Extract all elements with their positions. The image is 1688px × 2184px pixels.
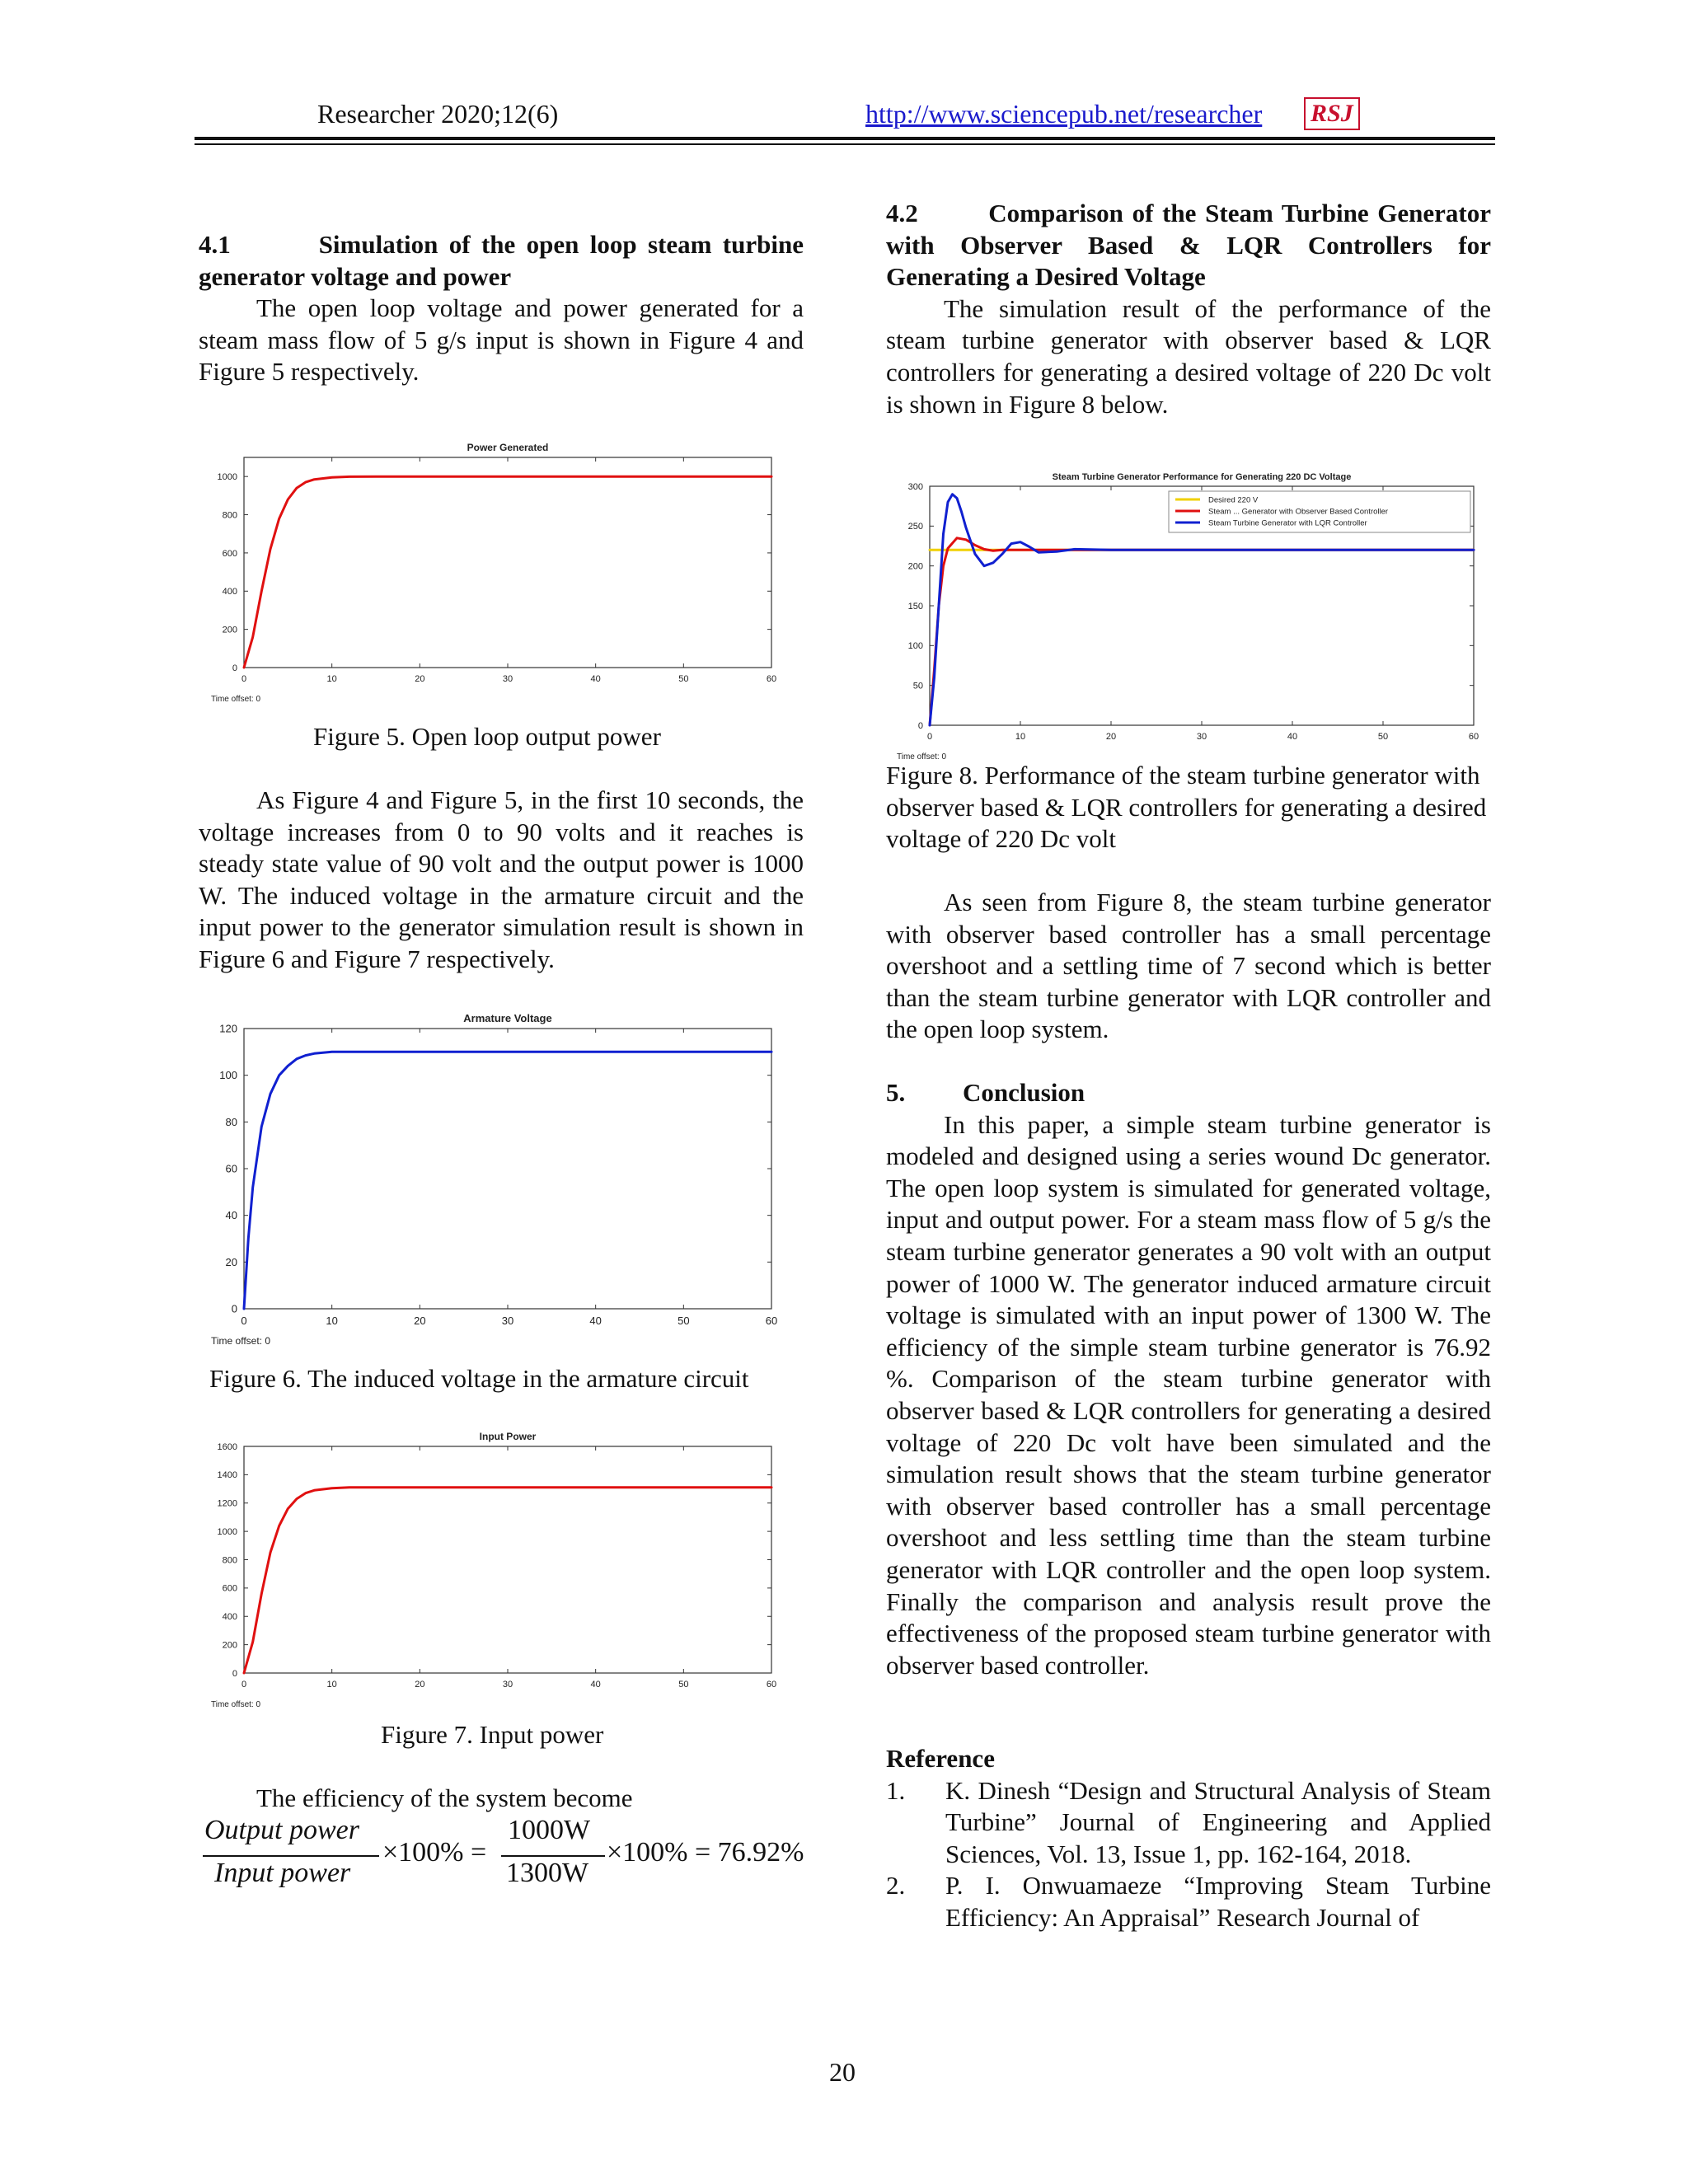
x-tick-label: 50 [678,674,689,684]
plot-area [244,1029,771,1309]
legend-entry: Steam Turbine Generator with LQR Controller [1208,518,1367,528]
header-rule-thin [195,143,1495,145]
x-tick-label: 20 [1105,732,1117,742]
figure-6 [190,1004,791,1358]
figure-8-chart [887,462,1492,762]
y-tick-label: 1200 [217,1498,237,1509]
reference-text: K. Dinesh “Design and Structural Analysis of Steam Turbine” Journal of Engineering and Applied Sciences, Vol. 13, Issue 1, pp. 162-164, 2018. [945,1775,1491,1868]
conclusion-section [886,1077,1491,1681]
y-tick-label: 150 [907,601,923,612]
reference-item [886,1870,1491,1933]
equation-middle: ×100% = [382,1837,487,1868]
y-tick-label: 1000 [217,472,237,483]
reference-text: P. I. Onwuamaeze “Improving Steam Turbine Efficiency: An Appraisal” Research Journal of [945,1871,1491,1932]
x-tick-label: 60 [1468,732,1479,742]
discussion-block [886,887,1491,1046]
figure-8 [887,462,1492,762]
efficiency-text: The efficiency of the system become [256,1783,633,1812]
efficiency-equation [203,1815,829,1897]
x-tick-label: 30 [502,1680,513,1690]
chart-title: Power Generated [467,442,549,453]
chart-title: Armature Voltage [463,1012,552,1024]
y-tick-label: 0 [231,1302,237,1315]
x-tick-label: 0 [241,674,247,684]
y-tick-label: 20 [225,1255,237,1268]
plot-area [244,1446,771,1673]
time-offset-label: Time offset: 0 [211,1700,261,1709]
chart-title: Steam Turbine Generator Performance for Generating 220 DC Voltage [1052,472,1352,482]
y-tick-label: 250 [907,522,923,532]
y-tick-label: 1400 [217,1470,237,1481]
x-tick-label: 10 [326,1315,338,1327]
reference-number: 1. [886,1775,906,1805]
discussion-paragraph: As seen from Figure 8, the steam turbine generator with observer based controller has a small percentage overshoot and a settling time of 7 second which is better than the steam turbine generator with LQR controller and the open loop system. [886,888,1491,1044]
x-tick-label: 50 [678,1680,689,1690]
y-tick-label: 600 [222,1583,237,1594]
equation-result: ×100% = 76.92% [607,1837,804,1868]
x-tick-label: 30 [501,1315,514,1327]
journal-name: Researcher 2020;12(6) [317,99,559,129]
figure-7-chart [190,1426,791,1718]
y-tick-label: 200 [222,1640,237,1651]
fraction-bar-2 [501,1855,605,1857]
x-tick-label: 20 [415,674,425,684]
y-tick-label: 300 [907,481,923,492]
reference-number: 2. [886,1871,906,1900]
y-tick-label: 200 [907,561,923,572]
x-tick-label: 20 [414,1315,426,1327]
equation-denominator-1: Input power [214,1858,351,1888]
figure-8-caption: Figure 8. Performance of the steam turbine generator with observer based & LQR controllers for generating a desired voltage of 220 Dc volt [886,761,1487,854]
y-tick-label: 80 [225,1115,237,1128]
conclusion-heading: 5. Conclusion [886,1078,1085,1107]
left-paragraph-2 [199,785,804,976]
x-tick-label: 0 [926,732,933,742]
results-paragraph: As Figure 4 and Figure 5, in the first 10 seconds, the voltage increases from 0 to 90 volts and it reaches is steady state value of 90 volt and the output power is 1000 W. The induced voltage in the armature circuit and the input power to the generator simulation result is shown in Figure 6 and Figure 7 respectively. [199,785,804,973]
journal-url-link[interactable]: http://www.sciencepub.net/researcher [865,99,1263,129]
y-tick-label: 1000 [217,1526,237,1537]
section-4-2 [886,198,1498,420]
y-tick-label: 0 [232,1668,237,1679]
section-4-1-paragraph: The open loop voltage and power generated for a steam mass flow of 5 g/s input is shown in Figure 4 and Figure 5 respectively. [199,293,804,387]
x-tick-label: 10 [1015,732,1026,742]
figure-8-caption-block [886,760,1491,855]
y-tick-label: 0 [232,663,237,673]
figure-6-chart [190,1004,791,1358]
x-tick-label: 10 [326,1680,337,1690]
x-tick-label: 0 [241,1680,247,1690]
legend-entry: Desired 220 V [1208,495,1259,505]
x-tick-label: 20 [415,1680,425,1690]
x-tick-label: 40 [590,674,601,684]
figure-5 [190,429,791,721]
x-tick-label: 40 [590,1680,601,1690]
time-offset-label: Time offset: 0 [897,752,947,762]
y-tick-label: 100 [219,1069,237,1082]
x-tick-label: 40 [589,1315,602,1327]
y-tick-label: 400 [222,587,237,598]
y-tick-label: 120 [219,1022,237,1035]
time-offset-label: Time offset: 0 [211,1335,271,1347]
x-tick-label: 50 [1377,732,1389,742]
x-tick-label: 60 [765,1315,778,1327]
x-tick-label: 30 [1196,732,1207,742]
y-tick-label: 600 [222,548,237,559]
figure-7-caption: Figure 7. Input power [381,1720,604,1749]
efficiency-text-block [199,1783,804,1815]
figure-5-chart [190,429,791,721]
y-tick-label: 60 [225,1162,237,1175]
section-4-2-heading: 4.2 Comparison of the Steam Turbine Generator with Observer Based & LQR Controllers for Generating a Desired Voltage [886,199,1498,292]
y-tick-label: 200 [222,625,237,635]
reference-item [886,1775,1491,1871]
y-tick-label: 800 [222,510,237,521]
page-number: 20 [829,2057,856,2087]
x-tick-label: 60 [766,674,777,684]
section-4-2-paragraph: The simulation result of the performance of the steam turbine generator with observer based & LQR controllers for generating a desired voltage of 220 Dc volt is shown in Figure 8 below. [886,293,1491,419]
reference-heading: Reference [886,1744,995,1773]
figure-5-caption: Figure 5. Open loop output power [313,722,661,751]
header-rule-thick [195,137,1495,140]
equation-numerator-1: Output power [204,1815,359,1845]
x-tick-label: 60 [766,1680,777,1690]
plot-area [244,457,771,668]
y-tick-label: 50 [912,681,923,691]
legend-entry: Steam ... Generator with Observer Based Controller [1208,507,1389,517]
chart-title: Input Power [479,1431,537,1442]
figure-6-caption: Figure 6. The induced voltage in the armature circuit [209,1364,749,1393]
y-tick-label: 40 [225,1209,237,1222]
x-tick-label: 10 [326,674,337,684]
y-tick-label: 100 [907,641,923,652]
equation-numerator-2: 1000W [508,1815,591,1845]
y-tick-label: 1600 [217,1441,237,1452]
conclusion-paragraph: In this paper, a simple steam turbine generator is modeled and designed using a series wound Dc generator. The open loop system is simulated for generated voltage, input and output power. For a steam mass flow of 5 g/s the steam turbine generator generates a 90 volt with an output power of 1000 W. The generator induced armature circuit voltage is simulated with an input power of 1300 W. The efficiency of the simple steam turbine generator is 76.92 %. Comparison of the steam turbine generator with observer based & LQR controllers for generating a desired voltage of 220 Dc volt have been simulated and the simulation result shows that the steam turbine generator with observer based controller has a small percentage overshoot and less settling time than the steam turbine generator with LQR controller and the open loop system. Finally the comparison and analysis result prove the effectiveness of the proposed steam turbine generator with observer based controller. [886,1109,1491,1680]
y-tick-label: 400 [222,1612,237,1623]
references-section [886,1743,1491,1934]
time-offset-label: Time offset: 0 [211,695,261,704]
equation-denominator-2: 1300W [506,1858,589,1888]
section-4-1 [199,229,810,388]
section-4-1-heading: 4.1 Simulation of the open loop steam turbine generator voltage and power [199,230,810,291]
x-tick-label: 30 [502,674,513,684]
x-tick-label: 50 [678,1315,690,1327]
y-tick-label: 0 [917,720,923,731]
y-tick-label: 800 [222,1555,237,1566]
journal-badge: RSJ [1304,97,1360,130]
x-tick-label: 40 [1287,732,1298,742]
fraction-bar-1 [203,1855,379,1857]
figure-7 [190,1426,791,1718]
x-tick-label: 0 [241,1315,247,1327]
